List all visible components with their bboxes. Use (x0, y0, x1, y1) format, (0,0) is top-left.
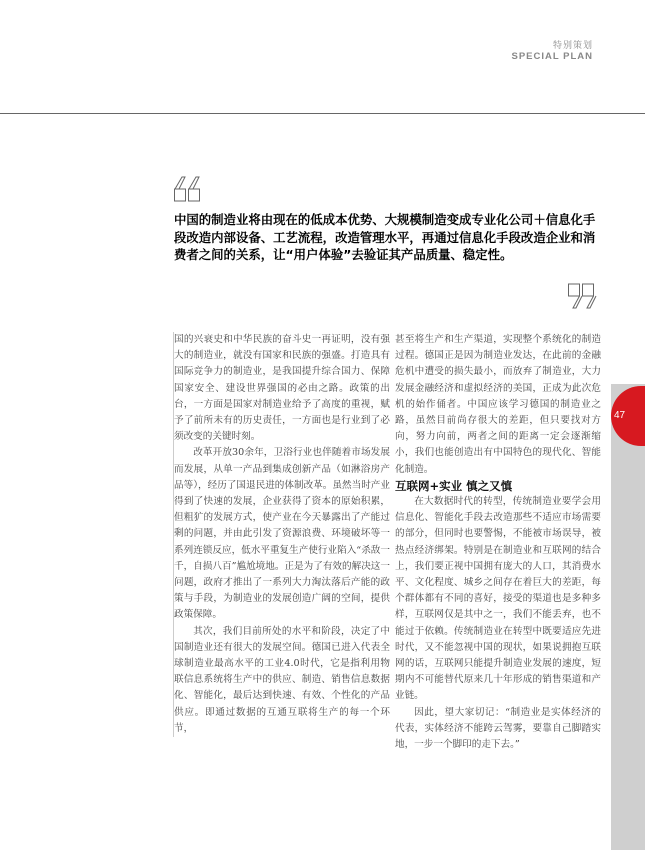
article-column-right (395, 332, 601, 753)
section-title-cn: 特别策划 (552, 41, 593, 51)
pull-quote: 中国的制造业将由现在的低成本优势、大规模制造变成专业化公司＋信息化手段改造内部设备、工艺流程，改造管理水平，再通过信息化手段改造企业和消费者之间的关系，让“用户体验”去验证其产品质量、稳定性。 (174, 212, 596, 262)
paragraph: 在大数据时代的转型，传统制造业要学会用信息化、智能化手段去改造那些不适应市场需要的部分，但同时也要警惕，不能被市场误导，被热点经济绑架。特别是在制造业和互联网的结合上，我们要正视中国拥有庞大的人口，其消费水平、文化程度、城乡之间存在着巨大的差距，每个群体都有不同的喜好，接受的渠道也是多种多样，互联网仅是其中之一，我们不能丢弃，也不能过于依赖。传统制造业在转型中既要适应先进时代，又不能忽视中国的现状，如果说拥抱互联网的话，互联网只能提升制造业发展的速度，短期内不可能替代原来几十年形成的销售渠道和产业链。 (395, 496, 601, 702)
paragraph: 其次，我们目前所处的水平和阶段，决定了中国制造业还有很大的发展空间。德国已进入代表全球制造业最高水平的工业4.0时代，它是指利用物联信息系统将生产中的供应、制造、销售信息数据化、智能化，最后达到快速、有效、个性化的产品供应。即通过数据的互通互联将生产的每一个环节， (174, 625, 390, 734)
section-title-en: SPECIAL PLAN (511, 51, 593, 62)
section-subhead: 互联网+实业 慎之又慎 (395, 478, 513, 493)
paragraph: 国的兴衰史和中华民族的奋斗史一再证明，没有强大的制造业，就没有国家和民族的强盛。打造具有国际竞争力的制造业，是我国提升综合国力、保障国家安全、建设世界强国的必由之路。政策的出台，一方面是国家对制造业给予了高度的重视，赋予了前所未有的历史责任，一方面也是行业到了必须改变的关键时刻。 (174, 334, 390, 443)
paragraph: 改革开放30余年，卫浴行业也伴随着市场发展而发展，从单一产品到集成创新产品（如淋浴房产品等），经历了国退民进的体制改革。虽然当时产业得到了快速的发展，企业获得了资本的原始积累，但粗犷的发展方式，使产业在今天暴露出了产能过剩的问题，并由此引发了资源浪费、环境破坏等一系列连锁反应，低水平重复生产使行业陷入“杀敌一千，自损八百”尴尬境地。正是为了有效的解决这一问题，政府才推出了一系列大力淘汰落后产能的政策与手段，为制造业的发展创造广阔的空间，提供政策保障。 (174, 447, 390, 621)
header-divider (0, 113, 645, 114)
paragraph: 因此，望大家切记：“制造业是实体经济的代表，实体经济不能跨云驾雾，要靠自己脚踏实地，一步一个脚印的走下去。” (395, 706, 601, 751)
page-number: 47 (614, 410, 626, 421)
close-quote-icon (567, 282, 599, 310)
paragraph: 甚至将生产和生产渠道，实现整个系统化的制造过程。德国正是因为制造业发达，在此前的金融危机中遭受的损失最小，而放弃了制造业，大力发展金融经济和虚拟经济的美国，正成为此次危机的始作俑者。中国应该学习德国的制造业之路，虽然目前尚存很大的差距，但只要找对方向，努力向前，两者之间的距离一定会逐渐缩小，我们也能创造出有中国特色的现代化、智能化制造。 (395, 334, 601, 475)
side-bar (611, 384, 645, 850)
article-column-left (173, 332, 390, 737)
open-quote-icon (173, 175, 205, 203)
